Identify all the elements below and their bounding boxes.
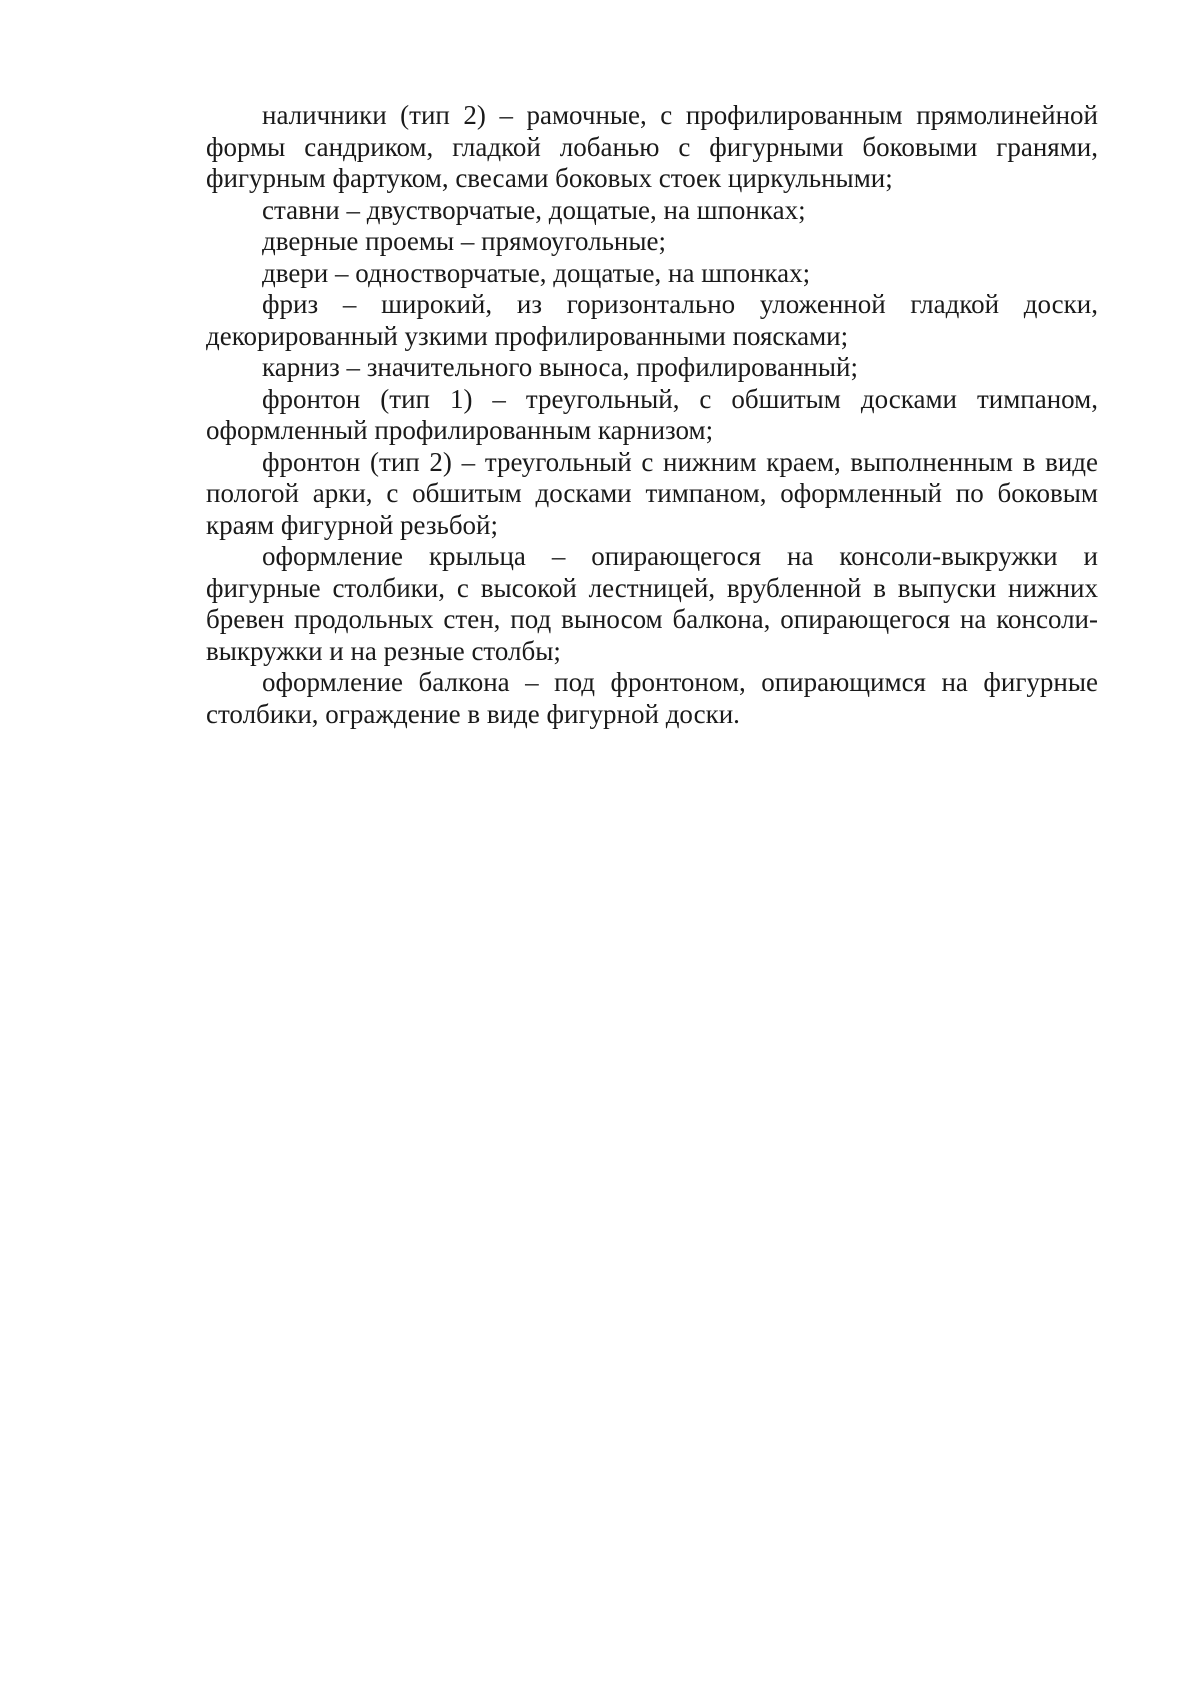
paragraph-nalichniki: наличники (тип 2) – рамочные, с профилированным прямолинейной формы сандриком, гладкой лобанью с фигурными боковыми гранями, фигурным фартуком, свесами боковых стоек циркульными; — [206, 100, 1098, 193]
paragraph-stavni: ставни – двустворчатые, дощатые, на шпонках; — [262, 194, 806, 225]
paragraph-fronton-type-2: фронтон (тип 2) – треугольный с нижним краем, выполненным в виде пологой арки, с обшитым досками тимпаном, оформленный по боковым краям фигурной резьбой; — [206, 446, 1098, 540]
paragraph-fronton-type-1: фронтон (тип 1) – треугольный, с обшитым досками тимпаном, оформленный профилированным карнизом; — [206, 383, 1098, 445]
paragraph-dveri: двери – одностворчатые, дощатые, на шпонках; — [262, 257, 811, 288]
paragraph-kryltso: оформление крыльца – опирающегося на консоли-выкружки и фигурные столбики, с высокой лестницей, врубленной в выпуски нижних бревен продольных стен, под выносом балкона, опирающегося на консоли-выкружки и на резные столбы; — [206, 541, 1098, 666]
paragraph-balkon: оформление балкона – под фронтоном, опирающимся на фигурные столбики, ограждение в виде фигурной доски. — [206, 667, 1098, 729]
paragraph-dvernye-proemy: дверные проемы – прямоугольные; — [262, 226, 666, 256]
document-body — [206, 100, 1098, 730]
paragraph-friz: фриз – широкий, из горизонтально уложенной гладкой доски, декорированный узкими профилированными поясками; — [206, 289, 1098, 351]
paragraph-karniz: карниз – значительного выноса, профилированный; — [262, 352, 858, 382]
